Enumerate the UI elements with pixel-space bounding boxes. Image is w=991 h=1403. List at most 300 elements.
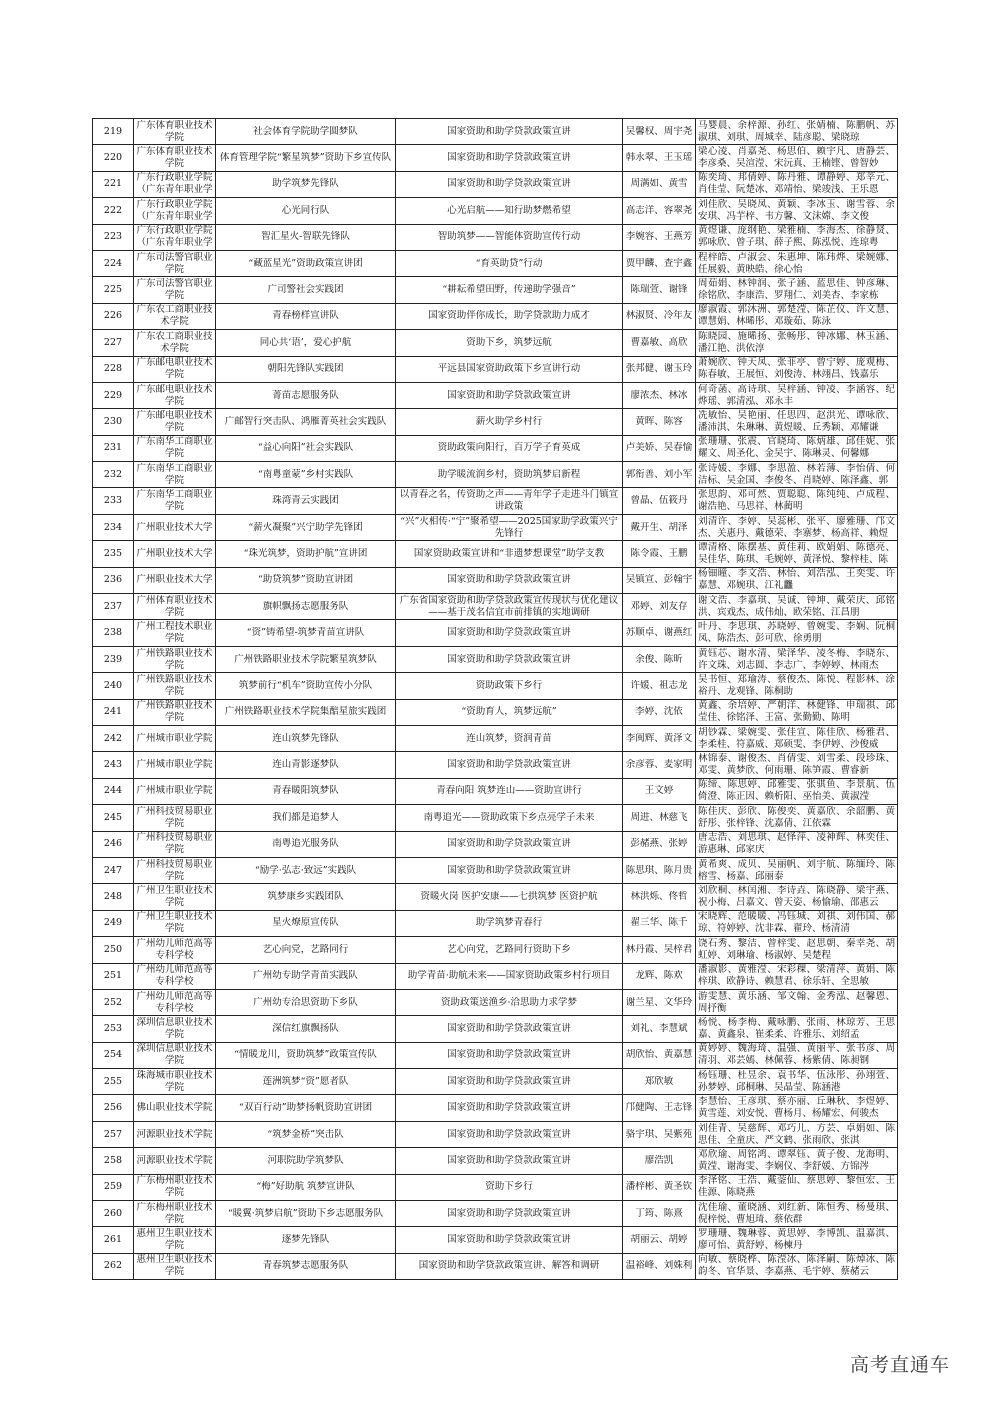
row-number-text: 233 <box>103 495 123 507</box>
row-number <box>93 567 134 593</box>
team-name-cell-text: “情暖龙川，资助筑梦”政策宣传队 <box>234 1049 377 1061</box>
team-name-cell-text: 广州铁路职业技术学院繁星筑梦队 <box>234 653 377 665</box>
row-number-text: 225 <box>103 284 123 296</box>
members-cell-text: 李慧怡、王彦琪、蔡亦丽、丘琳秋、李煜婷、黄雪莲、刘安悦、曹杨月、杨耀宏、何骏杰 <box>698 1096 895 1120</box>
instructors-cell <box>623 119 696 145</box>
table-body <box>93 119 898 1280</box>
school-cell <box>134 514 216 540</box>
table-row <box>93 567 898 593</box>
team-name-cell-text: “珠光筑梦，资助护航”宣讲团 <box>243 547 368 559</box>
team-name-cell <box>216 594 396 620</box>
instructors-cell-text: 吴镇宣、彭翰宇 <box>625 574 693 586</box>
row-number-text: 261 <box>103 1234 123 1246</box>
instructors-cell-text: 邓婷、刘友存 <box>630 600 688 612</box>
theme-cell <box>396 778 623 804</box>
members-cell <box>696 778 898 804</box>
table-row <box>93 330 898 356</box>
table-row <box>93 409 898 435</box>
table-row <box>93 119 898 145</box>
school-cell <box>134 646 216 672</box>
instructors-cell-text: 郑欣敏 <box>644 1075 674 1087</box>
theme-cell-text: “育英助贷”行动 <box>475 257 543 269</box>
instructors-cell <box>623 937 696 963</box>
instructors-cell-text: 胡丽云、胡婷 <box>630 1234 688 1246</box>
team-name-cell-text: “资”铸希望-筑梦青苗宣讲队 <box>246 627 365 639</box>
team-name-cell-text: 筑梦康乡实践团队 <box>267 891 344 903</box>
members-cell <box>696 725 898 751</box>
school-cell-text: 广东行政职业学院（广东青年职业学 <box>136 198 213 222</box>
school-cell-text: 广东邮电职业技术学院 <box>136 357 213 381</box>
members-cell-text: 黄鑫、余培婷、严朝洋、林健锋、申瑞祺、邱莹佳、徐铭泽、王富、张勤勤、陈明 <box>698 700 895 724</box>
school-cell-text: 广州科技贸易职业学院 <box>136 805 213 829</box>
team-name-cell <box>216 541 396 567</box>
row-number <box>93 673 134 699</box>
instructors-cell <box>623 594 696 620</box>
school-cell-text: 佛山职业技术学院 <box>136 1102 213 1114</box>
school-cell <box>134 594 216 620</box>
team-name-cell-text: 广司警社会实践团 <box>267 284 344 296</box>
theme-cell <box>396 989 623 1015</box>
school-cell-text: 广州铁路职业技术学院 <box>136 673 213 697</box>
row-number-text: 245 <box>103 811 123 823</box>
theme-cell-text: 平远县国家资助政策下乡宣讲行动 <box>437 363 581 375</box>
school-cell-text: 广东南华工商职业学院 <box>136 489 213 513</box>
team-name-cell <box>216 910 396 936</box>
members-cell <box>696 699 898 725</box>
members-cell-text: 潘淑影、黄雅滢、宋彩稞、梁清萍、黄娟、陈梓琪、欧静诗、赖慧君、徐乐轩、全思敏 <box>698 964 895 988</box>
table-row <box>93 277 898 303</box>
members-cell-text: 李泽铭、王浩、戴蓥仙、蔡思婷、黎恒宏、王佳源、陈晓燕 <box>698 1175 895 1199</box>
members-cell <box>696 1069 898 1095</box>
team-name-cell-text: 南粤追光服务队 <box>272 838 339 850</box>
instructors-cell-text: 曹嘉敏、高欣 <box>630 336 688 348</box>
table-row <box>93 198 898 224</box>
school-cell-text: 广州城市职业学院 <box>136 732 213 744</box>
school-cell <box>134 409 216 435</box>
row-number <box>93 250 134 276</box>
theme-cell <box>396 119 623 145</box>
instructors-cell <box>623 646 696 672</box>
school-cell <box>134 1201 216 1227</box>
school-cell <box>134 250 216 276</box>
instructors-cell <box>623 1121 696 1147</box>
instructors-cell <box>623 620 696 646</box>
instructors-cell-text: 余彦蓉、麦家明 <box>625 759 693 771</box>
instructors-cell-text: 李闽辉、黄泽文 <box>625 732 693 744</box>
members-cell <box>696 1174 898 1200</box>
row-number <box>93 594 134 620</box>
school-cell <box>134 699 216 725</box>
team-name-cell-text: 广州铁路职业技术学院集醅星旅实践团 <box>224 706 387 718</box>
team-name-cell-text: 体育管理学院“繁星筑梦”资助下乡宣传队 <box>219 152 392 164</box>
school-cell <box>134 831 216 857</box>
members-cell <box>696 910 898 936</box>
row-number <box>93 435 134 461</box>
theme-cell <box>396 805 623 831</box>
row-number <box>93 382 134 408</box>
team-name-cell <box>216 119 396 145</box>
theme-cell <box>396 884 623 910</box>
theme-cell-text: 广东省国家资助和助学贷款政策宣传现状与优化建议——基于茂名信宜市前排镇的实地调研 <box>399 594 619 618</box>
instructors-cell <box>623 250 696 276</box>
theme-cell-text: 助学筑梦青春行 <box>475 917 543 929</box>
instructors-cell-text: 廖浩凯 <box>644 1154 674 1166</box>
row-number-text: 221 <box>103 178 123 190</box>
instructors-cell-text: 卢美娇、吴春愉 <box>625 442 693 454</box>
team-name-cell <box>216 831 396 857</box>
members-cell-text: 唐志浩、刘思琪、赵怿萍、凌神辉、林奕佳、游惠琳、邱家庆 <box>698 832 895 856</box>
theme-cell <box>396 250 623 276</box>
school-cell <box>134 119 216 145</box>
team-name-cell <box>216 1174 396 1200</box>
row-number-text: 246 <box>103 838 123 850</box>
members-cell-text: 萧婉欣、钟天凤、张菲亭、曾宁婷、庞观梅、陈春敏、王展恒、刘俊涛、林翊昌、钱嘉乐 <box>698 357 895 381</box>
theme-cell-text: 以青春之名，传资助之声——青年学子走进斗门镇宣讲政策 <box>399 489 619 513</box>
theme-cell <box>396 514 623 540</box>
instructors-cell-text: 韩永翠、王玉瑶 <box>625 152 693 164</box>
members-cell-text: 谢文浩、李嘉琪、吴诚、钟坤、戴荣庆、邱铭洪、宾戏杰、成伟灿、欧荣铭、江昌朋 <box>698 594 895 618</box>
school-cell <box>134 673 216 699</box>
members-cell <box>696 963 898 989</box>
members-cell-text: 陈奕琦、邦倩婷、陈丹雅、谭静婷、郑莘元、肖佳莹、阮楚冰、邓靖怡、梁竣浅、王乐恩 <box>698 172 895 196</box>
instructors-cell <box>623 1069 696 1095</box>
instructors-cell-text: 陈思琪、陈月贵 <box>625 864 693 876</box>
theme-cell <box>396 435 623 461</box>
theme-cell-text: 国家资助和助学贷款政策宣讲 <box>447 627 571 639</box>
table-row <box>93 1042 898 1068</box>
table-row <box>93 646 898 672</box>
instructors-cell-text: 周满如、黄雪 <box>630 178 688 190</box>
row-number <box>93 1042 134 1068</box>
theme-cell <box>396 356 623 382</box>
members-cell <box>696 198 898 224</box>
table-row <box>93 699 898 725</box>
team-name-cell-text: 智汇星火-智联先锋队 <box>261 231 350 243</box>
instructors-cell-text: 潘梓彬、黄圣钦 <box>625 1181 693 1193</box>
school-cell-text: 广州卫生职业技术学院 <box>136 911 213 935</box>
theme-cell-text: 国家资助伴你成长，助学贷款助力成才 <box>428 310 590 322</box>
members-cell <box>696 145 898 171</box>
table-row <box>93 857 898 883</box>
instructors-cell-text: 周进、林慈飞 <box>630 811 688 823</box>
row-number <box>93 488 134 514</box>
members-cell <box>696 171 898 197</box>
theme-cell-text: 南粤追光——资助政策下乡点亮学子未来 <box>423 811 595 823</box>
instructors-cell <box>623 1253 696 1279</box>
members-cell-text: 饶石秀、黎洁、曾梓雯、赵思朝、秦幸尧、胡虹婷、刘琳瑜、杨淑婷、吴楚程 <box>698 937 895 961</box>
team-name-cell <box>216 857 396 883</box>
members-cell-text: 张诗媛、李娜、李思盈、林若薄、李怡倩、何洁标、吴金国、李俊冬、肖晓婷、陈泽鑫、郭 <box>698 462 895 486</box>
instructors-cell <box>623 303 696 329</box>
school-cell <box>134 910 216 936</box>
row-number <box>93 1253 134 1279</box>
row-number <box>93 620 134 646</box>
team-name-cell-text: 助学筑梦先锋队 <box>272 178 339 190</box>
school-cell-text: 广州铁路职业技术学院 <box>136 647 213 671</box>
table-row <box>93 1253 898 1279</box>
team-name-cell <box>216 330 396 356</box>
instructors-cell-text: 温裕峰、刘姝利 <box>625 1260 693 1272</box>
row-number-text: 257 <box>103 1128 123 1140</box>
row-number-text: 252 <box>103 996 123 1008</box>
team-name-cell <box>216 145 396 171</box>
theme-cell-text: 智助筑梦——智能体资助宣传行动 <box>437 231 581 243</box>
team-name-cell-text: 朝阳先锋队实践团 <box>267 363 344 375</box>
members-cell-text: 向敏、蔡晓桦、陈滢冰、陈泽嗣、陈焯冰、陈韵冬、官华景、李嘉燕、毛宇婷、蔡赭云 <box>698 1254 895 1278</box>
members-cell-text: 陈缔、陈思婷、邱雅雯、张骐鱼、李景航、伍倚澄、陈正因、赖析阳、巫怡美、黄淑滢 <box>698 779 895 803</box>
table-row <box>93 1174 898 1200</box>
theme-cell-text: 资助下乡，筑梦远航 <box>466 336 552 348</box>
instructors-cell <box>623 356 696 382</box>
school-cell <box>134 1174 216 1200</box>
instructors-cell-text: 郭衔善、刘小军 <box>625 468 693 480</box>
team-name-cell <box>216 435 396 461</box>
school-cell <box>134 725 216 751</box>
school-cell <box>134 541 216 567</box>
instructors-cell <box>623 752 696 778</box>
row-number-text: 228 <box>103 363 123 375</box>
instructors-cell <box>623 910 696 936</box>
team-name-cell <box>216 1121 396 1147</box>
members-cell-text: 陈晓园、施晞扬、张畅彤、钟冰娜、林玉涵、潘江艳、洪依淳 <box>698 330 895 354</box>
school-cell <box>134 1148 216 1174</box>
members-cell <box>696 1227 898 1253</box>
members-cell <box>696 541 898 567</box>
team-name-cell-text: 青春筑梦志愿服务队 <box>262 1260 349 1272</box>
members-cell <box>696 673 898 699</box>
members-cell-text: 黄希爽、成贝、吴丽帆、刘宇航、陈缅玲、陈榕雪、杨嘉、邱丽泰 <box>698 858 895 882</box>
table-row <box>93 171 898 197</box>
theme-cell <box>396 462 623 488</box>
team-name-cell-text: 筑梦前行“机车”资助宣传小分队 <box>238 679 373 691</box>
members-cell <box>696 1253 898 1279</box>
instructors-cell-text: 林丹霞、吴梓君 <box>625 943 693 955</box>
team-name-cell-text: 广州幼专助学青苗实践队 <box>253 970 358 982</box>
school-cell-text: 广州卫生职业技术学院 <box>136 885 213 909</box>
team-name-cell <box>216 171 396 197</box>
members-cell-text: 程梓皓、卢淑会、朱惠坤、陈玮烨、梁婉娜、任展毅、黄映皓、徐心怡 <box>698 251 895 275</box>
members-cell <box>696 462 898 488</box>
row-number-text: 224 <box>103 257 123 269</box>
row-number-text: 248 <box>103 891 123 903</box>
team-name-cell <box>216 409 396 435</box>
school-cell <box>134 752 216 778</box>
school-cell <box>134 356 216 382</box>
members-cell-text: 罗珊珊、魏琳蓉、黄思婷、李博凯、温嘉淇、廖可怡、黄舒婷、杨楝丹 <box>698 1228 895 1252</box>
team-name-cell <box>216 1148 396 1174</box>
team-name-cell <box>216 646 396 672</box>
table-row <box>93 1069 898 1095</box>
theme-cell <box>396 1148 623 1174</box>
instructors-cell-text: 戴开生、胡泽 <box>630 521 688 533</box>
members-cell <box>696 382 898 408</box>
team-name-cell-text: “南粤童蒙”乡村实践队 <box>257 468 354 480</box>
theme-cell <box>396 330 623 356</box>
instructors-cell-text: 翟三华、陈千 <box>630 917 688 929</box>
members-cell <box>696 884 898 910</box>
table-row <box>93 937 898 963</box>
theme-cell <box>396 963 623 989</box>
team-name-cell <box>216 620 396 646</box>
theme-cell <box>396 171 623 197</box>
team-name-cell <box>216 1095 396 1121</box>
school-cell <box>134 435 216 461</box>
school-cell-text: 深圳信息职业技术学院 <box>136 1016 213 1040</box>
row-number-text: 235 <box>103 547 123 559</box>
team-name-cell <box>216 382 396 408</box>
school-cell-text: 广州职业技术大学 <box>136 547 213 559</box>
theme-cell-text: “资助育人，筑梦远航” <box>461 706 557 718</box>
instructors-cell-text: 许媛、祖志龙 <box>630 679 688 691</box>
row-number <box>93 1121 134 1147</box>
instructors-cell <box>623 1095 696 1121</box>
table-row <box>93 884 898 910</box>
table-row <box>93 1201 898 1227</box>
members-cell-text: 林锦泰、谢俊杰、肖倩雯、刘雪柔、段珍珠、邓雯、黄梦欣、何雨珊、陈笋霞、曹睿新 <box>698 753 895 777</box>
row-number-text: 227 <box>103 336 123 348</box>
instructors-cell-text: 彭赭燕、张婷 <box>630 838 688 850</box>
instructors-cell-text: 高志洋、容翠尧 <box>625 204 693 216</box>
row-number-text: 220 <box>103 152 123 164</box>
members-cell <box>696 250 898 276</box>
row-number <box>93 963 134 989</box>
row-number-text: 243 <box>103 759 123 771</box>
row-number <box>93 884 134 910</box>
instructors-cell-text: 贾甲麟、查宇鑫 <box>625 257 693 269</box>
instructors-cell <box>623 725 696 751</box>
theme-cell <box>396 910 623 936</box>
theme-cell-text: 国家资助和助学贷款政策宣讲 <box>447 574 571 586</box>
school-cell-text: 广州职业技术大学 <box>136 521 213 533</box>
theme-cell <box>396 1042 623 1068</box>
members-cell-text: 沈佳瑜、董晓涵、刘红新、陈恒秀、杨曼琪、倪梓悦、曹旭琦、蔡依群 <box>698 1201 895 1225</box>
school-cell <box>134 145 216 171</box>
table-row <box>93 145 898 171</box>
instructors-cell-text: 吴馨权、周宇尧 <box>625 125 693 137</box>
instructors-cell-text: 龙辉、陈欢 <box>635 970 683 982</box>
school-cell-text: 广东行政职业学院（广东青年职业学 <box>136 225 213 249</box>
school-cell-text: 广东体育职业技术学院 <box>136 146 213 170</box>
team-name-cell-text: 连山筑梦先锋队 <box>272 732 339 744</box>
school-cell-text: 河源职业技术学院 <box>136 1128 213 1140</box>
team-name-cell <box>216 198 396 224</box>
team-name-cell-text: 艺心向党，艺路同行 <box>262 943 349 955</box>
theme-cell-text: 国家资助和助学贷款政策宣讲 <box>447 864 571 876</box>
team-name-cell <box>216 725 396 751</box>
school-cell <box>134 1121 216 1147</box>
team-name-cell <box>216 699 396 725</box>
instructors-cell <box>623 1174 696 1200</box>
members-cell <box>696 514 898 540</box>
theme-cell-text: 国家资助和助学贷款政策宣讲 <box>447 759 571 771</box>
members-cell <box>696 1042 898 1068</box>
school-cell <box>134 1095 216 1121</box>
team-name-cell-text: “励学·弘志·致远”实践队 <box>254 864 357 876</box>
school-cell <box>134 330 216 356</box>
theme-cell <box>396 594 623 620</box>
school-cell <box>134 171 216 197</box>
members-cell-text: 马婴晨、余梓源、孙红、张婧楠、陈鹏帆、苏淑琪、刘琪、周城幸、陆彦聪、梁晓琼 <box>698 119 895 143</box>
theme-cell-text: 艺心向党，艺路同行资助下乡 <box>447 943 571 955</box>
team-name-cell-text: 旗帜飘扬志愿服务队 <box>262 600 349 612</box>
instructors-cell-text: 廖浓杰、林冰 <box>630 389 688 401</box>
members-cell-text: 刘欣桐、林闰湘、李诗垚、陈晓静、梁宇燕、祝小梅、吕嘉文、曾天姿、杨愉瑜、邵惠云 <box>698 885 895 909</box>
table-row <box>93 1148 898 1174</box>
instructors-cell <box>623 884 696 910</box>
table-row <box>93 382 898 408</box>
instructors-cell-text: 李婷、沈依 <box>635 706 683 718</box>
table-row <box>93 752 898 778</box>
theme-cell <box>396 224 623 250</box>
theme-cell <box>396 1016 623 1042</box>
row-number <box>93 857 134 883</box>
members-cell <box>696 1148 898 1174</box>
table-row <box>93 250 898 276</box>
school-cell <box>134 857 216 883</box>
row-number <box>93 198 134 224</box>
team-name-cell-text: “助贷筑梦”资助宣讲团 <box>257 574 354 586</box>
theme-cell-text: 资助政策送渔乡·洽思助力求学梦 <box>440 996 578 1008</box>
school-cell-text: 广州科技贸易职业学院 <box>136 832 213 856</box>
row-number-text: 242 <box>103 732 123 744</box>
team-name-cell <box>216 989 396 1015</box>
instructors-cell-text: 陈瑞萱、谢锋 <box>630 284 688 296</box>
theme-cell <box>396 1095 623 1121</box>
team-name-cell <box>216 462 396 488</box>
team-name-cell-text: 深信红旗飘扬队 <box>272 1022 339 1034</box>
team-name-cell <box>216 778 396 804</box>
school-cell-text: 广东司法警官职业学院 <box>136 251 213 275</box>
row-number <box>93 224 134 250</box>
row-number <box>93 1201 134 1227</box>
members-cell <box>696 752 898 778</box>
theme-cell <box>396 725 623 751</box>
members-cell <box>696 224 898 250</box>
school-cell <box>134 884 216 910</box>
theme-cell <box>396 409 623 435</box>
team-name-cell-text: 逐梦先锋队 <box>281 1234 330 1246</box>
school-cell-text: 广东邮电职业技术学院 <box>136 409 213 433</box>
theme-cell <box>396 646 623 672</box>
members-cell <box>696 409 898 435</box>
instructors-cell <box>623 488 696 514</box>
theme-cell <box>396 1069 623 1095</box>
school-cell <box>134 1042 216 1068</box>
school-cell-text: 广州幼儿师范高等专科学校 <box>136 937 213 961</box>
table-row <box>93 725 898 751</box>
watermark-text: 高考直通车 <box>850 1354 951 1376</box>
members-cell-text: 邓欣瑜、周铭鸿、谭翠钰、黄子俊、龙海明、黄滢、谢海雯、李娴仪、李舒媛、方锦涔 <box>698 1148 895 1172</box>
instructors-cell-text: 林洪烁、佟哲 <box>630 891 688 903</box>
instructors-cell-text: 李婉容、王燕芳 <box>625 231 693 243</box>
school-cell <box>134 620 216 646</box>
table-row <box>93 1227 898 1253</box>
school-cell <box>134 567 216 593</box>
members-cell <box>696 805 898 831</box>
table-row <box>93 620 898 646</box>
row-number <box>93 910 134 936</box>
row-number <box>93 831 134 857</box>
school-cell <box>134 224 216 250</box>
members-cell <box>696 857 898 883</box>
members-cell-text: 张珊珊、张震、官晓琦、陈炳雄、邱佳妮、张耀文、周圣化、金吴宇、陈琳灵、何馨娜 <box>698 436 895 460</box>
school-cell <box>134 382 216 408</box>
team-name-cell <box>216 356 396 382</box>
instructors-cell <box>623 435 696 461</box>
members-cell-text: 宋晓辉、范暖暖、冯钰城、刘祺、刘伟国、郝琼、符婷婷、沈非霖、翟玲、杨清清 <box>698 911 895 935</box>
members-cell <box>696 303 898 329</box>
theme-cell-text: “耕耘希望田野，传递助学强音” <box>442 284 576 296</box>
